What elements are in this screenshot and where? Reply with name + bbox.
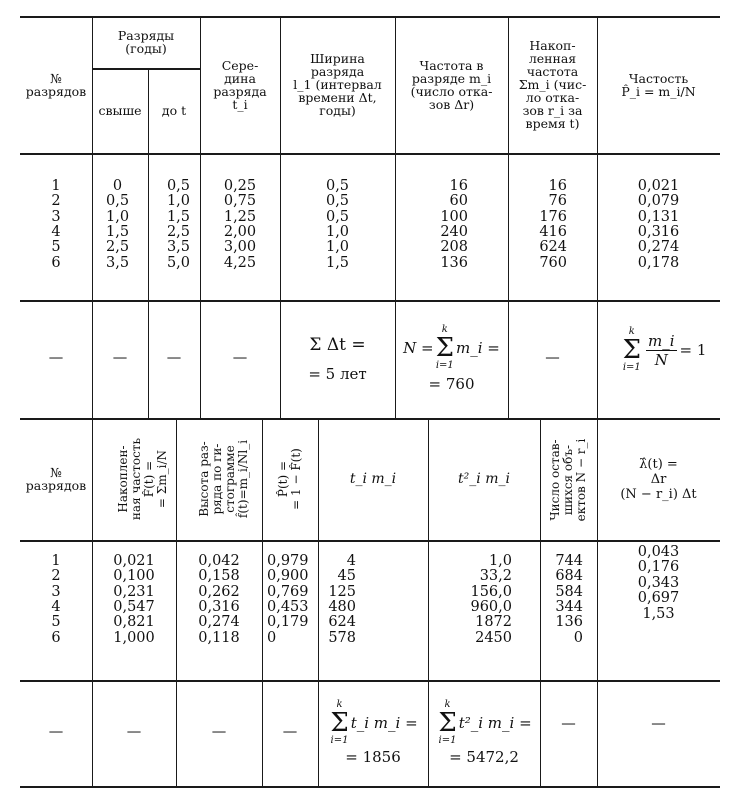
t2-total-dash: —	[651, 716, 666, 733]
t1-total-dash: —	[545, 350, 560, 367]
t2-header-num: № разрядов	[25, 465, 87, 493]
sum-dt-value: = 5 лет	[308, 365, 367, 383]
t2-total-sum-tm	[318, 680, 428, 786]
fraction-denominator: N	[654, 350, 668, 369]
sum-symbol: k Σ i=1	[435, 324, 454, 371]
t1-total-sum-dt	[280, 300, 395, 418]
sum-limit-bottom: i=1	[435, 360, 454, 371]
t1-header-rel: Частость P̂_i = m_i/N	[621, 70, 696, 99]
t1-header-width: Ширина разряда l_1 (интервал времени Δt, годы)	[293, 51, 382, 118]
t2-col-cumrel: 0,021 0,100 0,231 0,547 0,821 1,000	[113, 552, 155, 646]
t1-col-rel: 0,021 0,079 0,131 0,316 0,274 0,178	[637, 177, 680, 271]
t1-header-freq: Частота в разряде m_i (число отка- зов Δr)	[410, 57, 493, 112]
t1-total-sum-p	[597, 300, 730, 400]
sum-tm-rhs: t_i m_i =	[350, 714, 418, 732]
sum-t2m-value: = 5472,2	[449, 748, 519, 766]
t2-col-prob: 0,979 0,900 0,769 0,453 0,179 0	[267, 552, 309, 646]
sum-limit-bottom: i=1	[438, 735, 457, 746]
sum-limit-bottom: i=1	[330, 735, 349, 746]
sum-m-rhs: m_i =	[456, 339, 500, 357]
rule-t2-bottom	[20, 786, 720, 788]
t1-header-to: до t	[161, 103, 187, 118]
t1-col-freq: 16 60 100 240 208 136	[440, 177, 468, 271]
sum-limit-top: k	[444, 699, 451, 710]
t2-header-height: Высота раз- ряда по ги- стограмме f̂(t)=m_i/Nl_i	[197, 439, 250, 519]
t2-total-dash: —	[126, 724, 142, 741]
t2-col-height: 0,042 0,158 0,262 0,316 0,274 0,118	[198, 552, 240, 646]
t2-col-num: 1 2 3 4 5 6	[51, 552, 61, 646]
t2-header-cumrel: Накоплен- ная частость F̂(t) = = Σm_i/N	[116, 437, 169, 521]
t1-col-width: 0,5 0,5 0,5 1,0 1,0 1,5	[325, 177, 350, 271]
t2-header-lambda: λ̂(t) = Δr (N − r_i) Δt	[620, 456, 697, 502]
sum-m-lhs: N =	[403, 339, 434, 357]
sum-dt-symbol: Σ Δt =	[309, 335, 366, 355]
t2-total-dash: —	[211, 724, 227, 741]
sum-t2m-rhs: t²_i m_i =	[458, 714, 532, 732]
sum-limit-top: k	[441, 324, 448, 335]
t1-header-cum: Накоп- ленная частота Σm_i (чис- ло отка- зов r_i за время t)	[518, 38, 587, 131]
sum-p-rhs: = 1	[679, 341, 707, 359]
sum-symbol: k Σ i=1	[622, 326, 641, 373]
t2-header-prob: P̂(t) = = 1 − F̂(t)	[276, 448, 303, 510]
rule-t1-header-bottom	[20, 153, 720, 155]
t2-total-dash: —	[561, 716, 576, 733]
sum-symbol: k Σ i=1	[330, 699, 349, 746]
sum-limit-bottom: i=1	[622, 362, 641, 373]
t1-col-to: 0,5 1,0 1,5 2,5 3,5 5,0	[166, 177, 190, 271]
fraction-numerator: m_i	[647, 331, 675, 350]
t2-total-dash: —	[282, 724, 298, 741]
t1-col-num: 1 2 3 4 5 6	[51, 177, 61, 271]
t1-total-dash: —	[166, 350, 182, 367]
t1-header-mid: Сере- дина разряда t_i	[213, 57, 267, 112]
fraction	[646, 332, 677, 369]
t1-col-from: 0 0,5 1,0 1,5 2,5 3,5	[106, 177, 130, 271]
sum-tm-value: = 1856	[345, 748, 401, 766]
t1-total-dash: —	[48, 350, 64, 367]
t1-header-ranges: Разряды (годы)	[117, 28, 175, 56]
t1-header-from: свыше	[98, 103, 142, 118]
t1-header-num: № разрядов	[25, 70, 87, 99]
rule-t2-header-bottom	[20, 540, 720, 542]
t2-col-lambda: 0,043 0,176 0,343 0,697 1,53	[637, 544, 680, 622]
t2-header-tm: t_i m_i	[349, 470, 397, 487]
sum-m-value: = 760	[428, 375, 475, 393]
t1-col-mid: 0,25 0,75 1,25 2,00 3,00 4,25	[223, 177, 257, 271]
sum-limit-top: k	[628, 326, 635, 337]
t1-total-dash: —	[112, 350, 128, 367]
t2-col-remaining: 744 684 584 344 136 0	[555, 552, 583, 646]
t2-total-dash: —	[48, 724, 64, 741]
t1-total-sum-m	[395, 300, 508, 418]
t1-total-dash: —	[232, 350, 248, 367]
t1-col-cum: 16 76 176 416 624 760	[539, 177, 567, 271]
t2-col-tm: 4 45 125 480 624 578	[328, 552, 356, 646]
sum-symbol: k Σ i=1	[438, 699, 457, 746]
t2-header-remaining: Число остав- шихся объ- ектов N − r_i	[548, 438, 588, 522]
t2-header-t2m: t²_i m_i	[458, 470, 510, 487]
t2-col-t2m: 1,0 33,2 156,0 960,0 1872 2450	[470, 552, 512, 646]
t2-total-sum-t2m	[428, 680, 540, 786]
sum-limit-top: k	[336, 699, 343, 710]
